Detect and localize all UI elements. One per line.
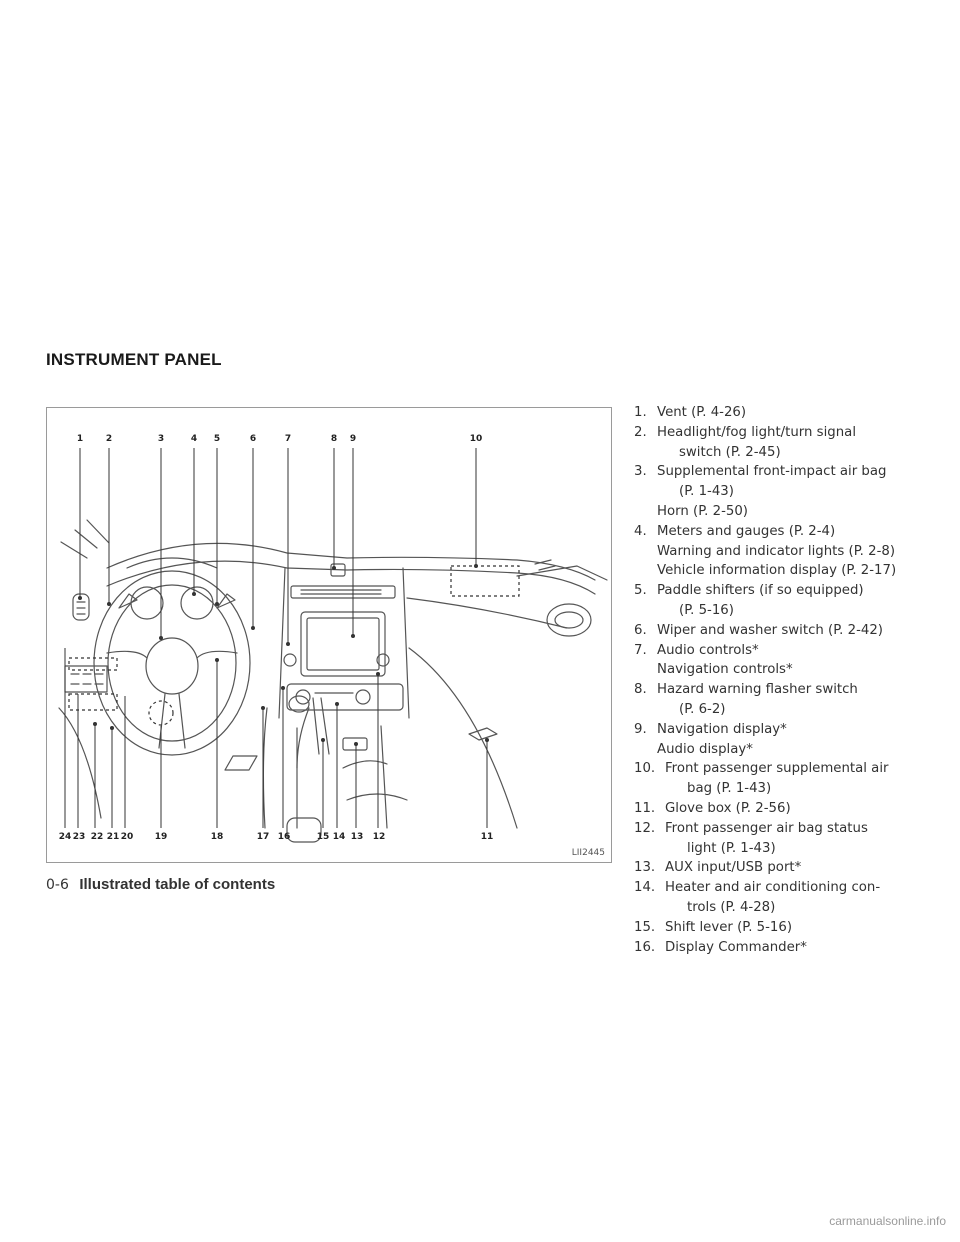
callout-2: 2 (105, 434, 113, 444)
callout-labels (47, 408, 611, 862)
legend-item-text: Front passenger supplemental air (665, 761, 889, 777)
legend-item-subtext: Warning and indicator lights (P. 2-8) (657, 543, 896, 559)
legend-item-text: bag (P. 1-43) (687, 781, 772, 797)
callout-24: 24 (58, 832, 72, 842)
legend-item (634, 878, 934, 918)
legend-item-number: 5. (634, 583, 647, 599)
callout-16: 16 (277, 832, 291, 842)
watermark: carmanualsonline.info (829, 1214, 946, 1228)
callout-8: 8 (330, 434, 338, 444)
legend-item-number: 1. (634, 405, 647, 420)
legend-item (634, 819, 934, 859)
legend-item-number: 9. (634, 721, 647, 737)
legend-item-subtext: Horn (P. 2-50) (657, 503, 748, 519)
callout-12: 12 (372, 832, 386, 842)
legend-item (634, 858, 934, 878)
legend-item (634, 938, 934, 958)
legend-item-number: 2. (634, 424, 647, 440)
legend-item-number: 12. (634, 820, 656, 836)
callout-17: 17 (256, 832, 270, 842)
callout-15: 15 (316, 832, 330, 842)
callout-5: 5 (213, 434, 221, 444)
callout-10: 10 (469, 434, 483, 444)
page-number: 0-6 (46, 877, 69, 893)
legend-item-text: Glove box (P. 2-56) (665, 800, 791, 816)
callout-7: 7 (284, 434, 292, 444)
legend-item (634, 799, 934, 819)
legend-item-text: Audio controls* (657, 642, 759, 658)
legend-item (634, 581, 934, 621)
legend-item-text: Front passenger air bag status (665, 820, 868, 836)
legend-item-number: 3. (634, 464, 647, 480)
callout-4: 4 (190, 434, 198, 444)
legend-item (634, 423, 934, 463)
legend-item-number: 6. (634, 622, 647, 638)
legend-item-text: Wiper and washer switch (P. 2-42) (657, 622, 883, 638)
legend-item-text: Hazard warning flasher switch (657, 682, 858, 698)
callout-21: 21 (106, 832, 120, 842)
legend-item (634, 720, 934, 760)
legend-item-number: 14. (634, 880, 656, 896)
legend-item-subtext: Vehicle information display (P. 2-17) (657, 563, 897, 579)
legend-item-text: Display Commander* (665, 939, 807, 955)
legend-item-text: Heater and air conditioning con- (665, 880, 881, 896)
callout-14: 14 (332, 832, 346, 842)
callout-19: 19 (154, 832, 168, 842)
legend-item-number: 10. (634, 761, 656, 777)
legend-item-subtext: Audio display* (657, 741, 753, 757)
legend-item (634, 759, 934, 799)
legend-item-text: trols (P. 4-28) (687, 899, 776, 915)
footer-title: Illustrated table of contents (79, 876, 276, 893)
legend-item-text: Navigation display* (657, 721, 787, 737)
legend-item (634, 918, 934, 938)
legend-item (634, 621, 934, 641)
legend-item-text: (P. 1-43) (679, 484, 734, 500)
callout-1: 1 (76, 434, 84, 444)
callout-20: 20 (120, 832, 134, 842)
legend-item (634, 641, 934, 681)
legend-item-number: 7. (634, 642, 647, 658)
callout-3: 3 (157, 434, 165, 444)
instrument-panel-figure (46, 407, 612, 863)
figure-id: LII2445 (571, 848, 605, 858)
legend-item-number: 13. (634, 860, 656, 876)
callout-18: 18 (210, 832, 224, 842)
legend-item-text: AUX input/USB port* (665, 860, 802, 876)
callout-11: 11 (480, 832, 494, 842)
legend-item-text: Meters and gauges (P. 2-4) (657, 523, 836, 539)
callout-13: 13 (350, 832, 364, 842)
legend-item-subtext: Navigation controls* (657, 662, 793, 678)
legend-item-text: Headlight/fog light/turn signal (657, 424, 857, 440)
legend-item-text: Supplemental front-impact air bag (657, 464, 887, 480)
legend-item-text: Vent (P. 4-26) (657, 405, 747, 420)
section-title: INSTRUMENT PANEL (46, 350, 222, 369)
legend-item-text: switch (P. 2-45) (679, 444, 781, 460)
callout-9: 9 (349, 434, 357, 444)
legend-item (634, 522, 934, 581)
callout-23: 23 (72, 832, 86, 842)
legend-item-text: Shift lever (P. 5-16) (665, 919, 793, 935)
legend-item (634, 462, 934, 521)
legend-item-number: 15. (634, 919, 656, 935)
legend-item-number: 8. (634, 682, 647, 698)
legend-item-text: Paddle shifters (if so equipped) (657, 583, 864, 599)
callout-6: 6 (249, 434, 257, 444)
legend-item (634, 680, 934, 720)
legend-item-number: 11. (634, 800, 656, 816)
legend-list (634, 403, 934, 957)
legend-item-number: 4. (634, 523, 647, 539)
legend-item-text: light (P. 1-43) (687, 840, 776, 856)
legend-item-text: (P. 6-2) (679, 701, 726, 717)
legend-item-text: (P. 5-16) (679, 602, 734, 618)
page-footer (46, 876, 275, 893)
legend-item (634, 403, 934, 423)
callout-22: 22 (90, 832, 104, 842)
legend-item-number: 16. (634, 939, 656, 955)
